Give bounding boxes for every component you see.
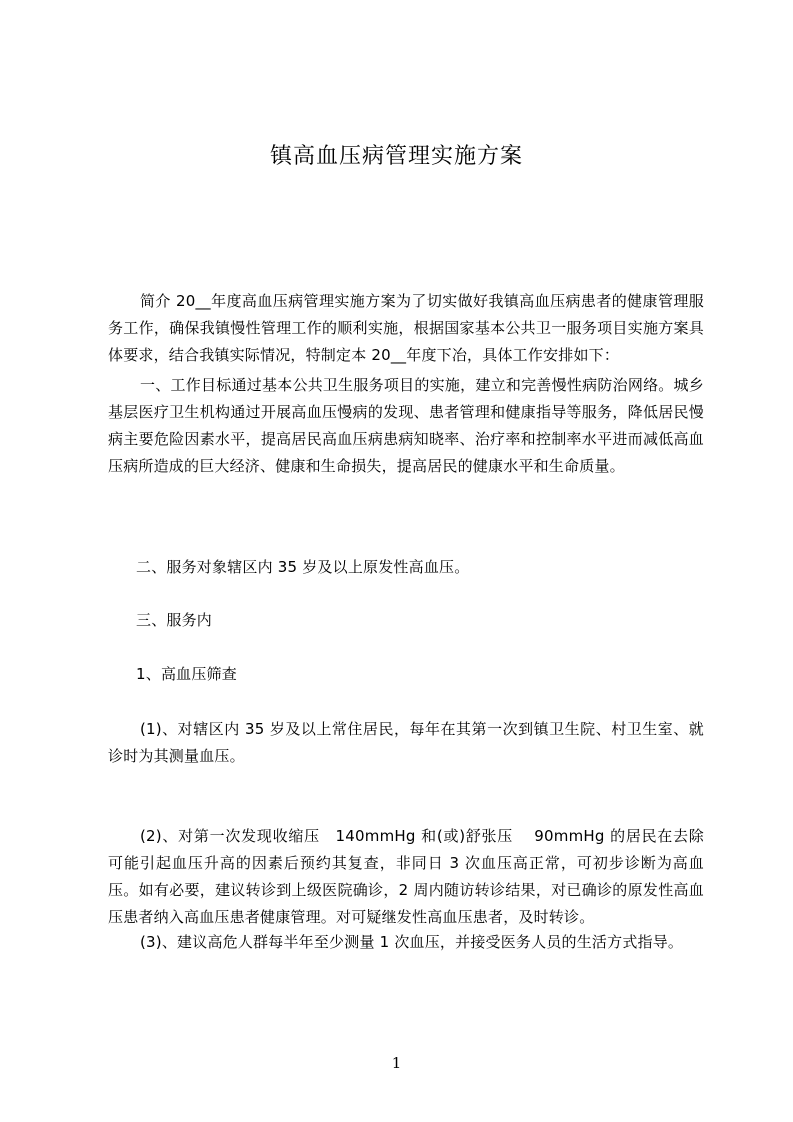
page-number: 1 [391,1054,402,1072]
section-2-paragraph: 二、服务对象辖区内 35 岁及以上原发性高血压。 [136,558,470,576]
page-title: 镇高血压病管理实施方案 [269,144,523,169]
item-1-1-paragraph: (1)、对辖区内 35 岁及以上常住居民，每年在其第一次到镇卫生院、村卫生室、就诊时为其测量血压。 [108,720,704,765]
intro-paragraph: 简介 20__年度高血压病管理实施方案为了切实做好我镇高血压病患者的健康管理服务工作，确保我镇慢性管理工作的顺利实施，根据国家基本公共卫一服务项目实施方案具体要求，结合我镇实际情况，特制定本 20__年度下冶，具体工作安排如下： [108,292,704,364]
item-1-3-paragraph: (3)、建议高危人群每半年至少测量 1 次血压，并接受医务人员的生活方式指导。 [140,933,684,951]
item-1-heading: 1、高血压筛查 [136,665,237,683]
item-1-2-paragraph: (2)、对第一次发现收缩压 140mmHg 和(或)舒张压 90mmHg 的居民在去除可能引起血压升高的因素后预约其复查，非同日 3 次血压高正常，可初步诊断为高血压。如有必要，建议转诊到上级医院确诊，2 周内随访转诊结果，对已确诊的原发性高血压患者纳入高血压患者健康管理。对可疑继发性高血压患者，及时转诊。 [108,827,704,926]
section-1-paragraph: 一、工作目标通过基本公共卫生服务项目的实施，建立和完善慢性病防治网络。城乡基层医疗卫生机构通过开展高血压慢病的发现、患者管理和健康指导等服务，降低居民慢病主要危险因素水平，提高居民高血压病患病知晓率、治疗率和控制率水平进而减低高血压病所造成的巨大经济、健康和生命损失，提高居民的健康水平和生命质量。 [108,376,704,475]
section-3-heading: 三、服务内 [136,611,213,629]
